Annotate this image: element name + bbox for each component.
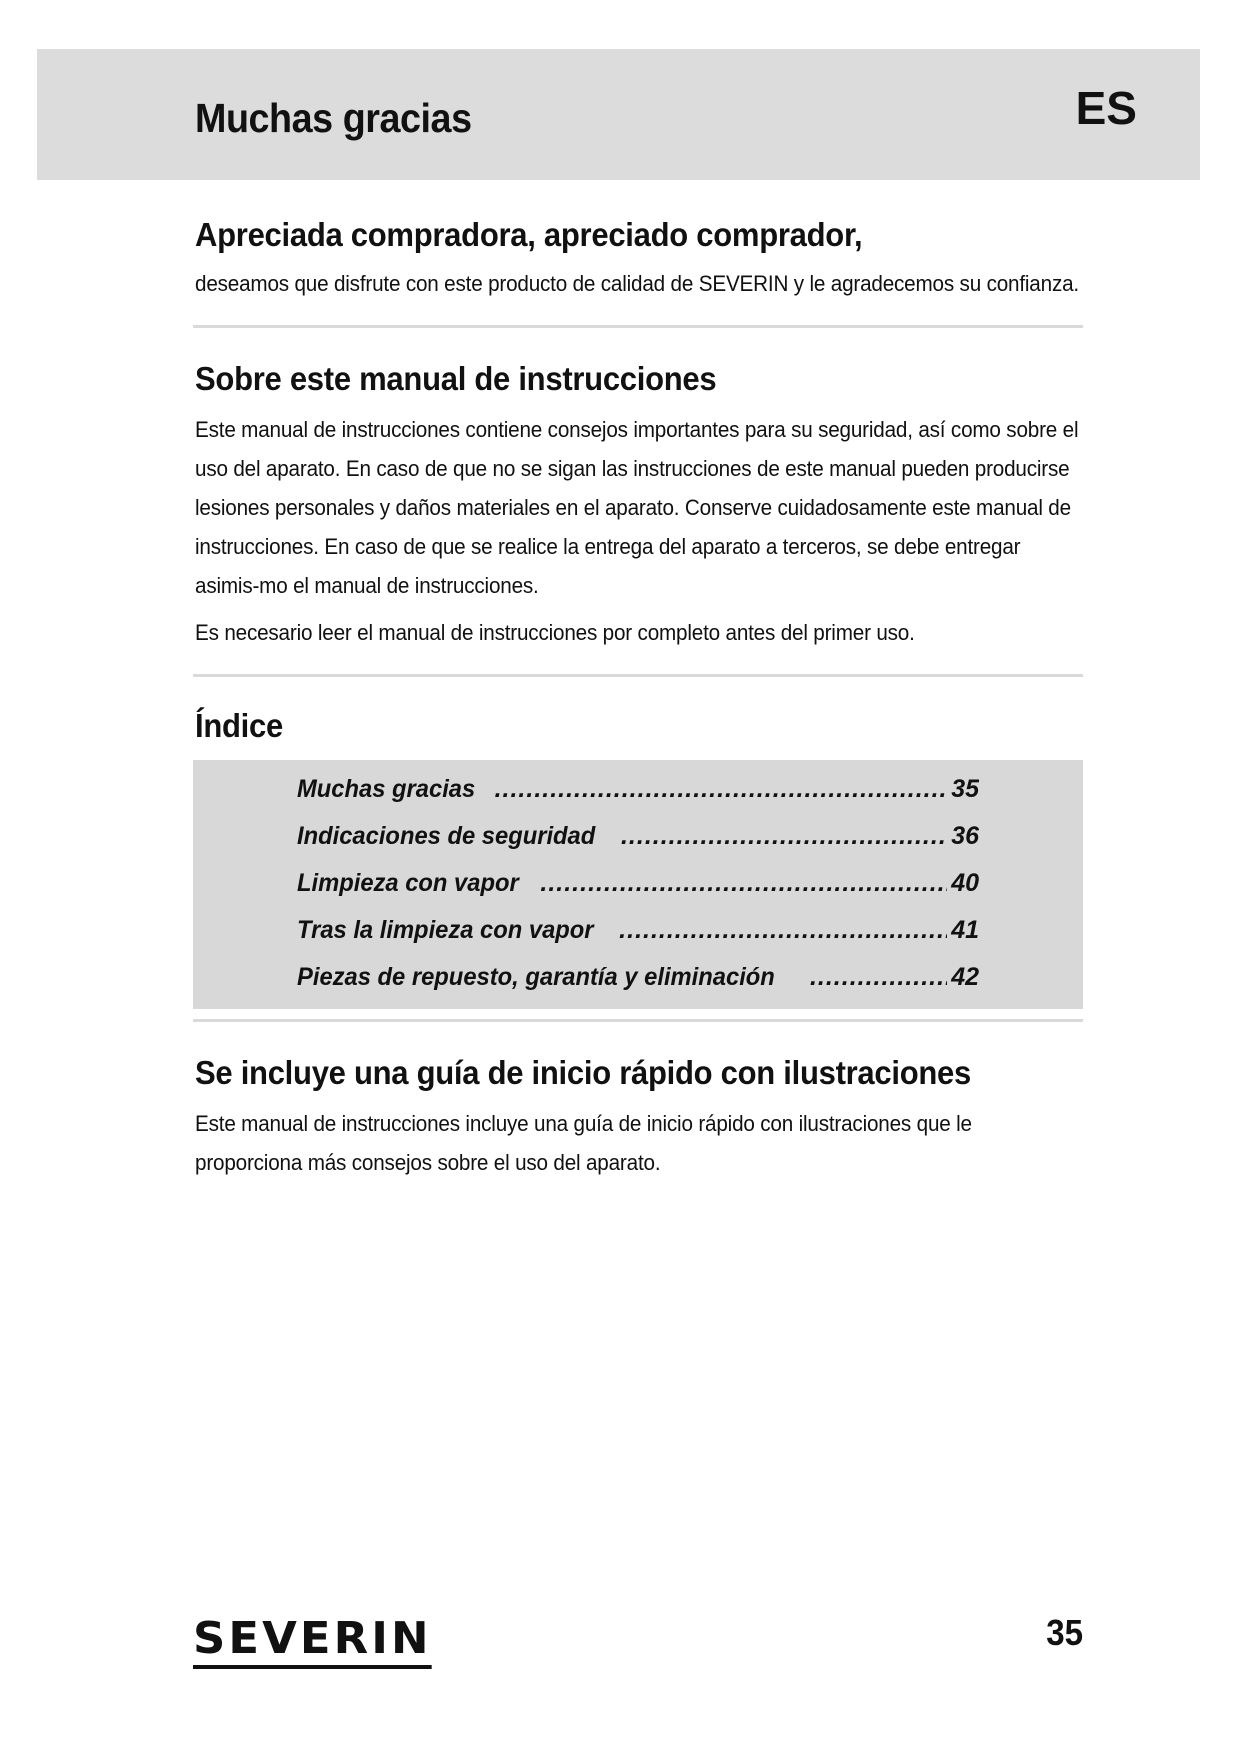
toc-entry[interactable] <box>297 860 979 907</box>
toc-entry-label: Tras la limpieza con vapor <box>297 915 594 944</box>
header-band <box>37 49 1200 180</box>
toc-entry-page: 35 <box>951 774 979 803</box>
toc-dot-leader <box>540 869 947 898</box>
toc-entry[interactable] <box>297 954 979 1001</box>
toc-entry-page: 42 <box>951 962 979 991</box>
toc-entry-page: 40 <box>951 868 979 897</box>
toc-dot-leader <box>621 822 947 851</box>
toc-entry-page: 36 <box>951 821 979 850</box>
toc-entry[interactable] <box>297 813 979 860</box>
manual-body-text: Este manual de instrucciones contiene consejos importantes para su seguridad, así como sobre el uso del aparato. En caso de que no se sigan las instrucciones de este manual pueden producirse lesiones personales y daños materiales en el aparato. Conserve cuidadosamente este manual de instrucciones. En caso de que se realice la entrega del aparato a terceros, se debe entregar asimis-mo el manual de instrucciones. <box>195 417 1079 599</box>
quick-guide-heading: Se incluye una guía de inicio rápido con ilustraciones <box>195 1053 971 1091</box>
language-code: ES <box>1075 82 1137 134</box>
toc-entry-label: Piezas de repuesto, garantía y eliminación <box>297 962 775 991</box>
quick-guide-text: Este manual de instrucciones incluye una guía de inicio rápido con ilustraciones que le proporciona más consejos sobre el uso del aparato. <box>195 1110 972 1175</box>
manual-heading: Sobre este manual de instrucciones <box>195 360 717 398</box>
page-number: 35 <box>1046 1612 1083 1653</box>
page-title: Muchas gracias <box>195 95 472 141</box>
main-content <box>195 200 1083 1182</box>
toc-dot-leader <box>810 963 947 992</box>
toc-entry-label: Muchas gracias <box>297 774 476 803</box>
toc-dot-leader <box>619 916 947 945</box>
quick-guide-section <box>195 1022 1083 1182</box>
toc-entry[interactable] <box>297 907 979 954</box>
toc-entry-label: Indicaciones de seguridad <box>297 821 596 850</box>
table-of-contents <box>193 760 1083 1009</box>
toc-entry[interactable] <box>297 766 979 813</box>
toc-dot-leader <box>495 775 948 804</box>
manual-note-text: Es necesario leer el manual de instrucciones por completo antes del primer uso. <box>195 620 915 646</box>
welcome-text: deseamos que disfrute con este producto de calidad de SEVERIN y le agradecemos su confianza. <box>195 271 1079 297</box>
welcome-section <box>195 200 1083 303</box>
welcome-heading: Apreciada compradora, apreciado comprador, <box>195 216 863 253</box>
toc-entry-page: 41 <box>951 915 979 944</box>
toc-entry-label: Limpieza con vapor <box>297 868 519 897</box>
manual-section <box>195 328 1083 652</box>
index-heading: Índice <box>195 707 283 745</box>
severin-logo: SEVERIN <box>193 1617 432 1669</box>
index-section <box>195 677 1083 1008</box>
